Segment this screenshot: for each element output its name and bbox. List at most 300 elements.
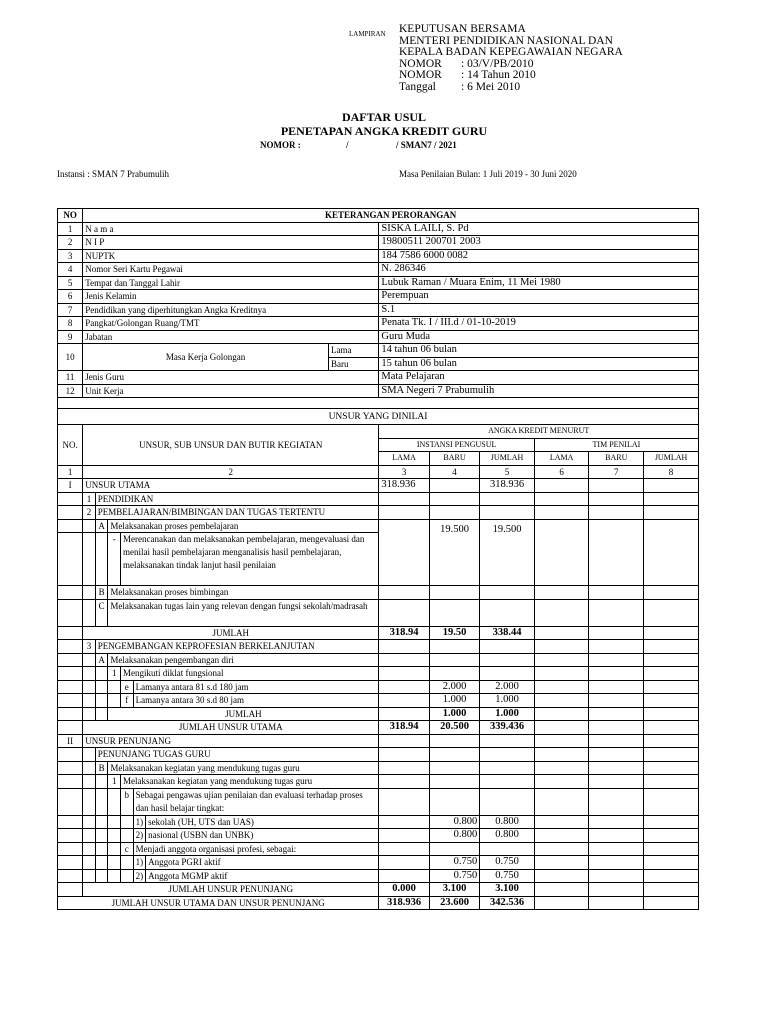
cell-empty: [83, 829, 96, 843]
row-value: 19800511 200701 2003: [379, 236, 699, 250]
cell-empty: [644, 775, 699, 789]
row-no: 2): [133, 829, 146, 843]
table-row: [58, 761, 699, 775]
row-label: Jenis Kelamin: [83, 290, 379, 304]
cell-empty: [589, 788, 644, 815]
cell-empty: [108, 680, 121, 694]
masa-penilaian: Masa Penilaian Bulan: 1 Juli 2019 - 30 Juni 2020: [399, 169, 577, 179]
cell-empty: [589, 775, 644, 789]
jumlah-row: [58, 721, 699, 735]
unsur-title: UNSUR YANG DINILAI: [58, 409, 699, 425]
cell-empty: [589, 492, 644, 506]
cell-empty: [589, 856, 644, 870]
cell-empty: [58, 680, 83, 694]
cell-empty: [58, 869, 83, 883]
row-letter: B: [95, 586, 108, 600]
row-label: Menjadi anggota organisasi profesi, sebagai:: [133, 842, 379, 856]
cell-jumlah: 339.436: [480, 721, 535, 735]
cell-empty: [83, 856, 96, 870]
nomor-suffix: / SMAN7 / 2021: [396, 140, 457, 150]
row-no: 11: [58, 371, 83, 385]
row-value: S.1: [379, 303, 699, 317]
cell-empty: [589, 869, 644, 883]
nomor-label: NOMOR :: [260, 140, 301, 150]
cell-empty: [589, 721, 644, 735]
cell-empty: [108, 856, 121, 870]
cell-empty: [480, 492, 535, 506]
cell-empty: [534, 694, 589, 708]
row-value: Mata Pelajaran: [379, 371, 699, 385]
cell-empty: [589, 506, 644, 520]
cell-empty: [429, 653, 479, 667]
personal-row: [58, 222, 699, 236]
row-label: nasional (USBN dan UNBK): [146, 829, 379, 843]
keputusan-line: KEPALA BADAN KEPEGAWAIAN NEGARA: [399, 46, 623, 58]
cell-empty: [83, 533, 96, 586]
row-label: PENUNJANG TUGAS GURU: [95, 748, 379, 762]
cell-empty: [58, 533, 83, 586]
row-no: 2: [83, 506, 96, 520]
cell-empty: [480, 775, 535, 789]
cell-empty: [83, 519, 96, 533]
colnum: 4: [429, 465, 479, 479]
row-no: 9: [58, 330, 83, 344]
col-no: NO.: [58, 425, 83, 466]
cell-empty: [83, 667, 96, 681]
cell-empty: [534, 748, 589, 762]
cell-empty: [379, 506, 429, 520]
daftar-usul-table: [57, 208, 699, 910]
cell-empty: [83, 748, 96, 762]
table-row: [58, 856, 699, 870]
cell-empty: [83, 788, 96, 815]
row-value: Perempuan: [379, 290, 699, 304]
cell-empty: [589, 479, 644, 493]
ref-value: : 6 Mei 2010: [461, 80, 521, 93]
cell-empty: [429, 775, 479, 789]
cell-empty: [58, 694, 83, 708]
cell-baru: 3.100: [429, 883, 479, 897]
baru-label: Baru: [328, 357, 378, 371]
cell-empty: [429, 761, 479, 775]
col-jumlah: JUMLAH: [480, 452, 535, 466]
ref-label: Tanggal: [399, 80, 436, 93]
cell-empty: [58, 653, 83, 667]
cell-empty: [379, 748, 429, 762]
keputusan-block: [399, 24, 623, 93]
cell-empty: [429, 734, 479, 748]
table-row: [58, 842, 699, 856]
cell-empty: [644, 896, 699, 910]
personal-row: [58, 303, 699, 317]
cell-empty: [480, 734, 535, 748]
row-letter: f: [120, 694, 133, 708]
personal-row: [58, 276, 699, 290]
document-subtitle: PENETAPAN ANGKA KREDIT GURU: [280, 124, 488, 138]
cell-empty: [534, 506, 589, 520]
ref-value: : 14 Tahun 2010: [461, 69, 536, 81]
cell-empty: [644, 519, 699, 586]
jumlah-row: [58, 883, 699, 897]
cell-empty: [644, 479, 699, 493]
row-no: 1: [83, 492, 96, 506]
cell-empty: [95, 707, 108, 721]
cell-empty: [534, 775, 589, 789]
cell-empty: [379, 680, 429, 694]
cell-empty: [379, 599, 429, 626]
row-no: 2): [133, 869, 146, 883]
table-row: [58, 815, 699, 829]
row-letter: B: [95, 761, 108, 775]
cell-empty: [589, 883, 644, 897]
cell-empty: [534, 856, 589, 870]
cell-empty: [589, 667, 644, 681]
baru-value: 15 tahun 06 bulan: [379, 357, 699, 371]
cell-jumlah: 2.000: [480, 680, 535, 694]
spacer-cell: [58, 398, 699, 409]
colnum: 1: [58, 465, 83, 479]
row-letter: e: [120, 680, 133, 694]
jumlah-row: [58, 707, 699, 721]
cell-empty: [108, 869, 121, 883]
cell-jumlah: 3.100: [480, 883, 535, 897]
cell-empty: [480, 842, 535, 856]
row-label: Melaksanakan pengembangan diri: [108, 653, 379, 667]
cell-empty: [379, 707, 429, 721]
row-no: 1: [108, 775, 121, 789]
cell-lama: 0.000: [379, 883, 429, 897]
cell-empty: [534, 492, 589, 506]
ref-value: : 03/V/PB/2010: [461, 57, 534, 70]
cell-empty: [83, 586, 96, 600]
cell-empty: [429, 506, 479, 520]
col-lama: LAMA: [534, 452, 589, 466]
cell-empty: [534, 842, 589, 856]
row-label: UNSUR PENUNJANG: [83, 734, 379, 748]
cell-empty: [379, 653, 429, 667]
cell-lama: 318.94: [379, 721, 429, 735]
table-row: [58, 653, 699, 667]
table-row: [58, 694, 699, 708]
cell-empty: [589, 586, 644, 600]
cell-empty: [58, 761, 83, 775]
table-row: [58, 492, 699, 506]
row-label: Melaksanakan proses bimbingan: [108, 586, 379, 600]
row-no: 10: [58, 344, 83, 371]
keputusan-line: MENTERI PENDIDIKAN NASIONAL DAN: [399, 34, 613, 47]
row-label: Melaksanakan proses pembelajaran: [108, 519, 379, 533]
cell-empty: [644, 721, 699, 735]
cell-empty: [480, 640, 535, 654]
row-label: Melaksanakan kegiatan yang mendukung tugas guru: [108, 761, 379, 775]
cell-empty: [58, 519, 83, 533]
cell-empty: [83, 694, 96, 708]
cell-empty: [58, 599, 83, 626]
cell-empty: [534, 815, 589, 829]
col-tim-penilai: TIM PENILAI: [534, 438, 698, 452]
cell-empty: [95, 829, 108, 843]
row-text: Sebagai pengawas ujian penilaian dan evaluasi terhadap proses dan hasil belajar tingkat:: [133, 788, 379, 815]
cell-empty: [589, 680, 644, 694]
row-label: Nomor Seri Kartu Pegawai: [83, 263, 379, 277]
cell-empty: [644, 788, 699, 815]
row-dash: -: [108, 533, 121, 586]
cell-empty: [95, 694, 108, 708]
row-value: Penata Tk. I / III.d / 01-10-2019: [379, 317, 699, 331]
row-no: 1: [108, 667, 121, 681]
cell-baru: 1.000: [429, 707, 479, 721]
colnum: 5: [480, 465, 535, 479]
cell-empty: [58, 775, 83, 789]
row-label: Pangkat/Golongan Ruang/TMT: [83, 317, 379, 331]
row-label: NUPTK: [83, 249, 379, 263]
cell-empty: [534, 869, 589, 883]
row-letter: A: [95, 519, 108, 533]
table-row: [58, 734, 699, 748]
cell-empty: [589, 748, 644, 762]
nomor-line: [260, 140, 457, 150]
row-label: Melaksanakan kegiatan yang mendukung tugas guru: [120, 775, 378, 789]
cell-baru: 1.000: [429, 694, 479, 708]
cell-baru: 0.750: [429, 856, 479, 870]
cell-empty: [534, 653, 589, 667]
cell-empty: [95, 775, 108, 789]
cell-empty: [58, 506, 83, 520]
cell-empty: [534, 680, 589, 694]
row-text: Melaksanakan tugas lain yang relevan dengan fungsi sekolah/madrasah: [108, 599, 379, 626]
col-baru: BARU: [429, 452, 479, 466]
lama-label: Lama: [328, 344, 378, 358]
cell-empty: [589, 599, 644, 626]
cell-empty: [429, 586, 479, 600]
cell-empty: [644, 506, 699, 520]
ref-label: NOMOR: [399, 57, 442, 70]
col-no: NO: [58, 209, 83, 223]
cell-jumlah: 1.000: [480, 707, 535, 721]
cell-lama: 318.936: [379, 479, 429, 493]
cell-empty: [83, 680, 96, 694]
row-label: Mengikuti diklat fungsional: [120, 667, 378, 681]
colnum: 7: [589, 465, 644, 479]
personal-row: [58, 384, 699, 398]
cell-jumlah: 342.536: [480, 896, 535, 910]
cell-empty: [83, 707, 96, 721]
cell-empty: [644, 694, 699, 708]
cell-empty: [379, 829, 429, 843]
masa-kerja-row: [58, 344, 699, 358]
col-baru: BARU: [589, 452, 644, 466]
cell-empty: [379, 667, 429, 681]
cell-empty: [120, 829, 133, 843]
cell-empty: [379, 856, 429, 870]
unsur-title-row: [58, 409, 699, 425]
row-no: 7: [58, 303, 83, 317]
cell-empty: [534, 667, 589, 681]
cell-empty: [83, 869, 96, 883]
cell-empty: [58, 748, 83, 762]
cell-empty: [589, 734, 644, 748]
cell-baru: 20.500: [429, 721, 479, 735]
cell-baru: 19.500: [429, 519, 479, 586]
cell-empty: [644, 869, 699, 883]
col-angka-kredit: ANGKA KREDIT MENURUT: [379, 425, 699, 439]
cell-empty: [644, 667, 699, 681]
row-value: 184 7586 6000 0082: [379, 249, 699, 263]
cell-empty: [379, 775, 429, 789]
row-no: 5: [58, 276, 83, 290]
row-letter: c: [120, 842, 133, 856]
cell-empty: [644, 680, 699, 694]
table-row: [58, 519, 699, 533]
personal-header-row: [58, 209, 699, 223]
cell-empty: [589, 694, 644, 708]
masa-kerja-label: Masa Kerja Golongan: [83, 344, 329, 371]
row-label: N a m a: [83, 222, 379, 236]
cell-baru: [429, 479, 479, 493]
cell-empty: [95, 815, 108, 829]
nomor-sep: /: [346, 140, 349, 150]
table-row: [58, 640, 699, 654]
cell-empty: [83, 842, 96, 856]
cell-empty: [379, 492, 429, 506]
colnum: 8: [644, 465, 699, 479]
ref-line: [399, 82, 623, 94]
row-label: JUMLAH: [108, 707, 379, 721]
cell-empty: [379, 640, 429, 654]
cell-empty: [534, 896, 589, 910]
cell-jumlah: 338.44: [480, 626, 535, 640]
cell-empty: [480, 788, 535, 815]
row-no: 4: [58, 263, 83, 277]
table-row: [58, 775, 699, 789]
cell-empty: [429, 492, 479, 506]
row-label: Jenis Guru: [83, 371, 379, 385]
cell-empty: [108, 788, 121, 815]
cell-empty: [108, 694, 121, 708]
row-label: Anggota PGRI aktif: [146, 856, 379, 870]
cell-empty: [108, 842, 121, 856]
row-letter: A: [95, 653, 108, 667]
cell-empty: [429, 640, 479, 654]
personal-row: [58, 249, 699, 263]
cell-empty: [58, 788, 83, 815]
cell-jumlah: 0.750: [480, 856, 535, 870]
row-label: N I P: [83, 236, 379, 250]
cell-empty: [108, 815, 121, 829]
cell-empty: [534, 883, 589, 897]
row-no: 3: [58, 249, 83, 263]
cell-empty: [58, 856, 83, 870]
row-letter: b: [120, 788, 133, 815]
cell-empty: [589, 829, 644, 843]
cell-empty: [58, 815, 83, 829]
row-label: sekolah (UH, UTS dan UAS): [146, 815, 379, 829]
cell-empty: [534, 721, 589, 735]
keputusan-line: KEPUTUSAN BERSAMA: [399, 23, 526, 35]
cell-empty: [379, 842, 429, 856]
row-label: Lamanya antara 30 s.d 80 jam: [133, 694, 379, 708]
cell-empty: [644, 842, 699, 856]
cell-empty: [644, 856, 699, 870]
cell-empty: [379, 815, 429, 829]
row-no: 1): [133, 815, 146, 829]
cell-empty: [589, 653, 644, 667]
cell-empty: [379, 788, 429, 815]
cell-baru: 0.750: [429, 869, 479, 883]
cell-empty: [534, 599, 589, 626]
cell-empty: [58, 721, 83, 735]
document-title: DAFTAR USUL: [341, 110, 427, 124]
cell-empty: [429, 748, 479, 762]
cell-empty: [429, 599, 479, 626]
personal-row: [58, 371, 699, 385]
cell-empty: [480, 506, 535, 520]
cell-empty: [120, 815, 133, 829]
cell-empty: [480, 667, 535, 681]
cell-empty: [480, 599, 535, 626]
row-label: Pendidikan yang diperhitungkan Angka Kreditnya: [83, 303, 379, 317]
cell-empty: [534, 761, 589, 775]
cell-empty: [534, 734, 589, 748]
cell-empty: [644, 707, 699, 721]
cell-empty: [58, 586, 83, 600]
cell-empty: [534, 707, 589, 721]
cell-empty: [589, 896, 644, 910]
row-no: 2: [58, 236, 83, 250]
row-label: JUMLAH UNSUR UTAMA DAN UNSUR PENUNJANG: [58, 896, 379, 910]
instansi: Instansi : SMAN 7 Prabumulih: [57, 169, 170, 179]
cell-baru: 0.800: [429, 829, 479, 843]
cell-empty: [589, 815, 644, 829]
cell-empty: [534, 640, 589, 654]
cell-baru: 2.000: [429, 680, 479, 694]
row-label: PENGEMBANGAN KEPROFESIAN BERKELANJUTAN: [95, 640, 379, 654]
cell-empty: [429, 788, 479, 815]
cell-empty: [58, 626, 83, 640]
row-no: II: [58, 734, 83, 748]
row-label: Unit Kerja: [83, 384, 379, 398]
cell-empty: [644, 626, 699, 640]
row-no: 12: [58, 384, 83, 398]
cell-empty: [58, 842, 83, 856]
spacer-row: [58, 398, 699, 409]
cell-empty: [58, 707, 83, 721]
unsur-header-row: [58, 425, 699, 439]
table-row: [58, 680, 699, 694]
cell-baru: 19.50: [429, 626, 479, 640]
cell-empty: [83, 775, 96, 789]
cell-empty: [480, 586, 535, 600]
cell-empty: [644, 640, 699, 654]
cell-empty: [644, 829, 699, 843]
col-jumlah: JUMLAH: [644, 452, 699, 466]
cell-empty: [644, 883, 699, 897]
cell-empty: [480, 748, 535, 762]
cell-empty: [480, 653, 535, 667]
cell-empty: [83, 653, 96, 667]
cell-empty: [534, 479, 589, 493]
jumlah-row: [58, 626, 699, 640]
row-label: Anggota MGMP aktif: [146, 869, 379, 883]
cell-empty: [644, 734, 699, 748]
cell-empty: [644, 761, 699, 775]
personal-row: [58, 317, 699, 331]
table-row: [58, 667, 699, 681]
row-label: Lamanya antara 81 s.d 180 jam: [133, 680, 379, 694]
cell-empty: [83, 599, 96, 626]
row-value: Guru Muda: [379, 330, 699, 344]
cell-empty: [429, 842, 479, 856]
